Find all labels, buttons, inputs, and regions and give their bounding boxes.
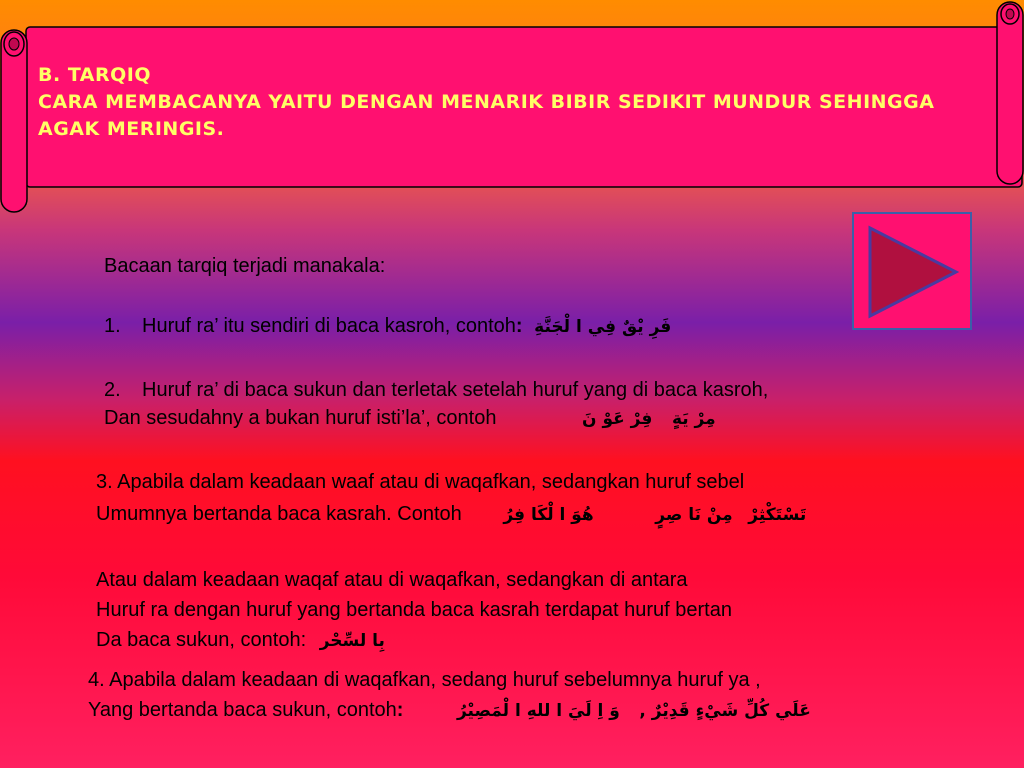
- arabic-example: عَلَي كُلِّ شَيْءٍ قَدِيْرٌ ,: [639, 701, 811, 721]
- arabic-example: فِرْ عَوْ نَ: [582, 409, 653, 429]
- list-item-2-continued: [104, 404, 716, 433]
- list-item-3-continued: [96, 500, 806, 529]
- list-number: 2.: [104, 379, 121, 401]
- list-item-4: 4. Apabila dalam keadaan di waqafkan, sedang huruf sebelumnya huruf ya ,: [88, 669, 761, 691]
- list-item-2: [104, 376, 768, 404]
- list-item-1: [104, 312, 671, 341]
- banner-text: [38, 62, 1008, 143]
- list-item-text: Huruf ra’ itu sendiri di baca kasroh, contoh: [142, 315, 516, 337]
- title-banner: [0, 0, 1024, 215]
- arabic-example: فَرِ يْقٌ فِي ا لْجَنَّةِ: [534, 317, 672, 337]
- paragraph-text: Da baca sukun, contoh:: [96, 629, 307, 651]
- list-number: 1.: [104, 315, 121, 337]
- arabic-example: بِا لسِّحْر: [319, 631, 385, 651]
- intro-text: Bacaan tarqiq terjadi manakala:: [104, 255, 386, 277]
- section-description-continued: AGAK MERINGIS.: [38, 118, 225, 140]
- list-item-4-continued: [88, 696, 811, 725]
- list-item-3: 3. Apabila dalam keadaan waaf atau di waqafkan, sedangkan huruf sebel: [96, 471, 745, 493]
- section-heading: B. TARQIQ: [38, 64, 152, 86]
- list-item-text: Yang bertanda baca sukun, contoh: [88, 699, 397, 721]
- list-item-text: Dan sesudahny a bukan huruf isti’la’, contoh: [104, 407, 497, 429]
- colon: :: [515, 315, 523, 337]
- section-description: CARA MEMBACANYA YAITU DENGAN MENARIK BIBIR SEDIKIT MUNDUR SEHINGGA: [38, 91, 935, 113]
- arabic-example: هُوَ ا لْكَا فِرُ: [503, 505, 594, 525]
- arabic-example: مِرْ يَةٍ: [671, 409, 716, 429]
- arabic-example: مِنْ نَا صِرٍ: [655, 505, 733, 525]
- next-slide-button[interactable]: [852, 212, 972, 330]
- arabic-example: وَ اِ لَيَ ا للهِ ا لْمَصِيْرُ: [456, 701, 620, 721]
- paragraph-line: Huruf ra dengan huruf yang bertanda baca kasrah terdapat huruf bertan: [96, 599, 732, 621]
- play-triangle-icon: [854, 214, 970, 328]
- paragraph-line: [96, 626, 385, 655]
- colon: :: [396, 699, 404, 721]
- list-item-text: Umumnya bertanda baca kasrah. Contoh: [96, 503, 462, 525]
- paragraph-line: Atau dalam keadaan waqaf atau di waqafkan, sedangkan di antara: [96, 569, 688, 591]
- arabic-example: تَسْتَكْثِرْ: [748, 505, 807, 525]
- list-item-text: Huruf ra’ di baca sukun dan terletak setelah huruf yang di baca kasroh,: [142, 379, 769, 401]
